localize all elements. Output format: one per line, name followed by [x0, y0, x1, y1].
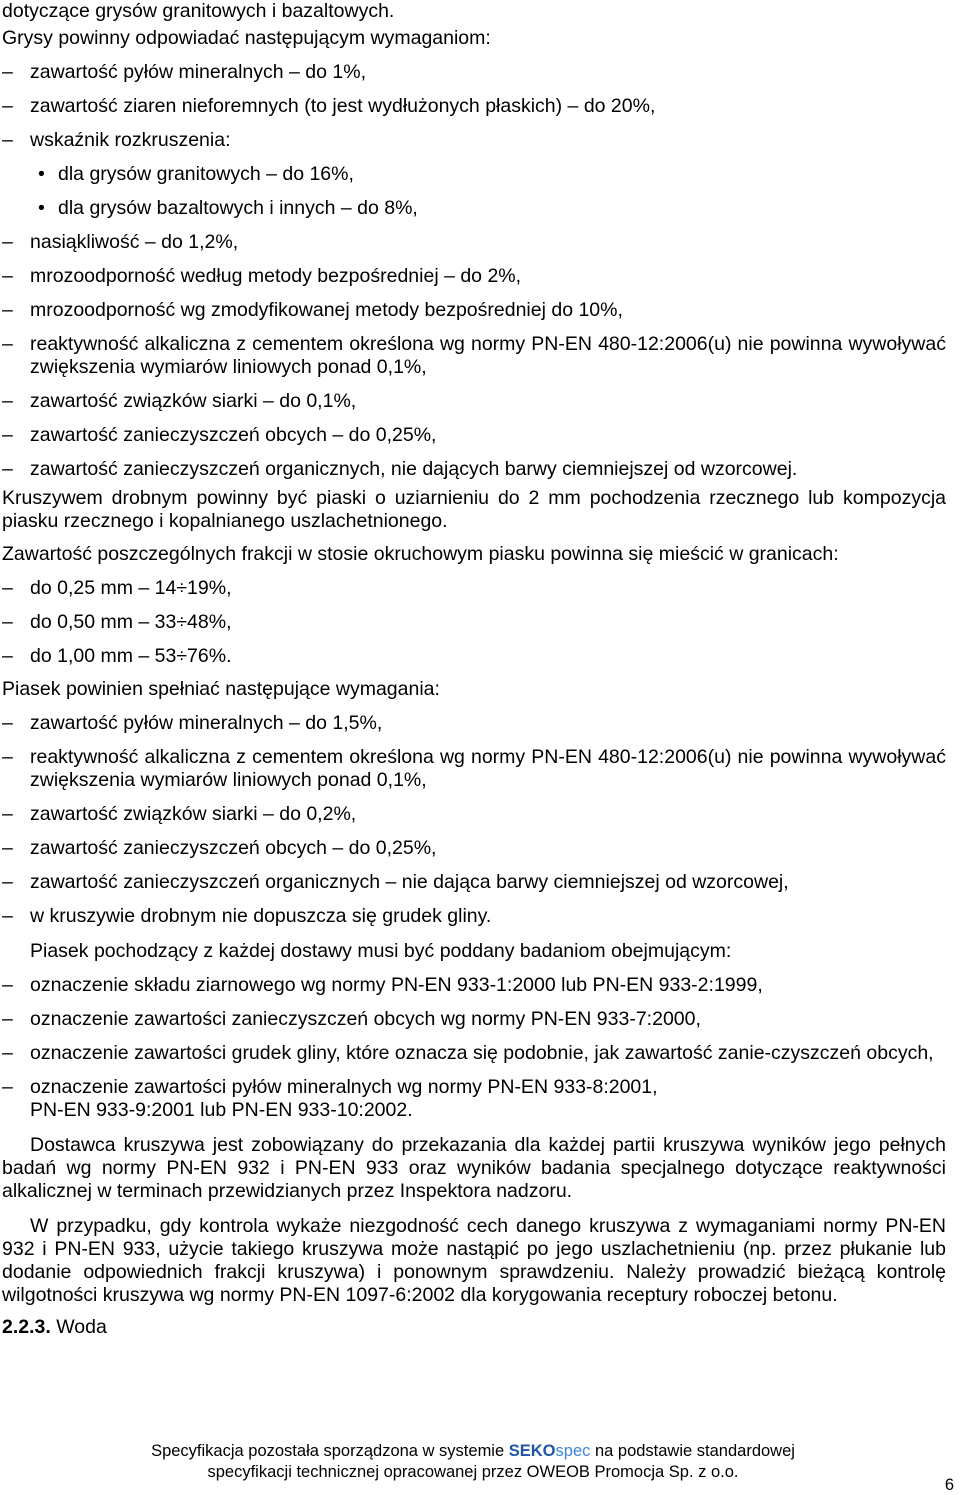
- dash-marker: –: [2, 974, 13, 996]
- badania-list: [2, 974, 946, 1065]
- dash-marker: –: [2, 333, 13, 355]
- page-number: 6: [944, 1476, 954, 1494]
- list-item-text: do 0,25 mm – 14÷19%,: [30, 577, 232, 599]
- list-item: [2, 871, 946, 894]
- page-footer: [0, 1441, 946, 1483]
- list-item: [2, 1042, 946, 1065]
- dash-marker: –: [2, 611, 13, 633]
- list-item: [2, 974, 946, 997]
- bullet-item-text: dla grysów granitowych – do 16%,: [58, 163, 354, 185]
- footer-line1-post: na podstawie standardowej: [590, 1442, 795, 1460]
- dash-marker: –: [2, 905, 13, 927]
- top-line: dotyczące grysów granitowych i bazaltowych.: [2, 0, 395, 22]
- list-item: [2, 577, 946, 600]
- list-item: [2, 803, 946, 826]
- badania-last-line2: PN-EN 933-9:2001 lub PN-EN 933-10:2002.: [30, 1099, 413, 1121]
- section-title: Woda: [56, 1316, 107, 1338]
- frakcje-list: [2, 577, 946, 668]
- list-item: [2, 611, 946, 634]
- list-item-text: oznaczenie składu ziarnowego wg normy PN-EN 933-1:2000 lub PN-EN 933-2:1999,: [30, 974, 763, 996]
- list-item: [2, 95, 946, 118]
- list-item: [2, 61, 946, 84]
- list-item-text: reaktywność alkaliczna z cementem określona wg normy PN-EN 480-12:2006(u) nie powinna wywoływać zwiększenia wymiarów liniowych ponad 0,1%,: [30, 746, 946, 791]
- list-item: [2, 645, 946, 668]
- dostawca-paragraph: Dostawca kruszywa jest zobowiązany do przekazania dla każdej partii kruszywa wyników jego pełnych badań wg normy PN-EN 932 i PN-EN 933 oraz wyników badania specjalnego dotyczące reaktywności alkalicznej w terminach przewidzianych przez Inspektora nadzoru.: [2, 1134, 946, 1202]
- dash-marker: –: [2, 712, 13, 734]
- dash-marker: –: [2, 390, 13, 412]
- grys-requirements-list: [2, 61, 946, 481]
- sekospec-logo-seko: SEKO: [508, 1442, 556, 1460]
- list-item: [2, 265, 946, 288]
- kontrola-paragraph: W przypadku, gdy kontrola wykaże niezgodność cech danego kruszywa z wymaganiami normy PN-EN 932 i PN-EN 933, użycie takiego kruszywa może nastąpić po jego uszlachetnieniu (np. przez płukanie lub dodanie odpowiednich frakcji kruszywa) i ponownym sprawdzeniu. Należy prowadzić bieżącą kontrolę wilgotności kruszywa wg normy PN-EN 1097-6:2002 dla korygowania receptury roboczej betonu.: [2, 1215, 946, 1306]
- list-item-text: do 1,00 mm – 53÷76%.: [30, 645, 232, 667]
- list-item-text: mrozoodporność według metody bezpośredniej – do 2%,: [30, 265, 522, 287]
- bullet-item: [2, 163, 946, 186]
- dash-marker: –: [2, 803, 13, 825]
- dash-marker: –: [2, 231, 13, 253]
- list-item-text: zawartość zanieczyszczeń obcych – do 0,25%,: [30, 837, 437, 859]
- footer-line2: specyfikacji technicznej opracowanej przez OWEOB Promocja Sp. z o.o.: [207, 1463, 739, 1481]
- list-item-text: oznaczenie zawartości grudek gliny, które oznacza się podobnie, jak zawartość zanie-czyszczeń obcych,: [30, 1042, 934, 1064]
- bullet-marker: •: [38, 163, 45, 185]
- list-item-text: zawartość zanieczyszczeń organicznych, nie dających barwy ciemniejszej od wzorcowej.: [30, 458, 798, 480]
- list-item: [2, 129, 946, 152]
- list-item-text: zawartość ziaren nieforemnych (to jest wydłużonych płaskich) – do 20%,: [30, 95, 656, 117]
- list-item-text: zawartość związków siarki – do 0,2%,: [30, 803, 357, 825]
- badania-intro: Piasek pochodzący z każdej dostawy musi być poddany badaniom obejmującym:: [30, 940, 732, 962]
- frakcje-intro: Zawartość poszczególnych frakcji w stosie okruchowym piasku powinna się mieścić w granicach:: [2, 543, 839, 565]
- dash-marker: –: [2, 837, 13, 859]
- badania-last-line1: oznaczenie zawartości pyłów mineralnych wg normy PN-EN 933-8:2001,: [30, 1076, 658, 1098]
- list-item-text: oznaczenie zawartości zanieczyszczeń obcych wg normy PN-EN 933-7:2000,: [30, 1008, 701, 1030]
- list-item-text: zawartość związków siarki – do 0,1%,: [30, 390, 357, 412]
- bullet-item: [2, 197, 946, 220]
- list-item: [2, 299, 946, 322]
- dash-marker: –: [2, 299, 13, 321]
- badania-list-item-last: [2, 1076, 946, 1122]
- footer-line1-pre: Specyfikacja pozostała sporządzona w systemie: [151, 1442, 509, 1460]
- dash-marker: –: [2, 1076, 13, 1098]
- dash-marker: –: [2, 1008, 13, 1030]
- section-heading: [2, 1316, 946, 1339]
- dash-marker: –: [2, 746, 13, 768]
- list-item: [2, 390, 946, 413]
- grys-intro: Grysy powinny odpowiadać następującym wymaganiom:: [2, 27, 491, 49]
- piasek-requirements-list: [2, 712, 946, 928]
- list-item: [2, 837, 946, 860]
- dash-marker: –: [2, 458, 13, 480]
- list-item-text: mrozoodporność wg zmodyfikowanej metody bezpośredniej do 10%,: [30, 299, 623, 321]
- dash-marker: –: [2, 1042, 13, 1064]
- dash-marker: –: [2, 424, 13, 446]
- piasek-requirements-intro: Piasek powinien spełniać następujące wymagania:: [2, 678, 440, 700]
- list-item: [2, 458, 946, 481]
- dash-marker: –: [2, 871, 13, 893]
- list-item: [2, 333, 946, 379]
- list-item-text: do 0,50 mm – 33÷48%,: [30, 611, 232, 633]
- list-item-text: reaktywność alkaliczna z cementem określona wg normy PN-EN 480-12:2006(u) nie powinna wywoływać zwiększenia wymiarów liniowych ponad 0,1%,: [30, 333, 946, 378]
- dash-marker: –: [2, 645, 13, 667]
- list-item: [2, 905, 946, 928]
- list-item: [2, 712, 946, 735]
- list-item-text: zawartość pyłów mineralnych – do 1%,: [30, 61, 366, 83]
- list-item-text: nasiąkliwość – do 1,2%,: [30, 231, 239, 253]
- list-item-text: zawartość pyłów mineralnych – do 1,5%,: [30, 712, 383, 734]
- list-item-text: w kruszywie drobnym nie dopuszcza się grudek gliny.: [30, 905, 492, 927]
- piasek-paragraph: Kruszywem drobnym powinny być piaski o uziarnieniu do 2 mm pochodzenia rzecznego lub kompozycja piasku rzecznego i kopalnianego uszlachetnionego.: [2, 487, 946, 532]
- dash-marker: –: [2, 61, 13, 83]
- document-page: [2, 0, 946, 1339]
- dash-marker: –: [2, 265, 13, 287]
- dash-marker: –: [2, 577, 13, 599]
- list-item: [2, 424, 946, 447]
- list-item: [2, 231, 946, 254]
- list-item-text: zawartość zanieczyszczeń obcych – do 0,25%,: [30, 424, 437, 446]
- list-item-text: zawartość zanieczyszczeń organicznych – nie dająca barwy ciemniejszej od wzorcowej,: [30, 871, 789, 893]
- dash-marker: –: [2, 95, 13, 117]
- bullet-item-text: dla grysów bazaltowych i innych – do 8%,: [58, 197, 418, 219]
- footer-line1: [0, 1441, 946, 1462]
- section-number: 2.2.3.: [2, 1316, 51, 1338]
- list-item: [2, 746, 946, 792]
- sekospec-logo-spec: spec: [555, 1442, 591, 1460]
- list-item: [2, 1008, 946, 1031]
- dash-marker: –: [2, 129, 13, 151]
- list-item-text: wskaźnik rozkruszenia:: [30, 129, 231, 151]
- bullet-marker: •: [38, 197, 45, 219]
